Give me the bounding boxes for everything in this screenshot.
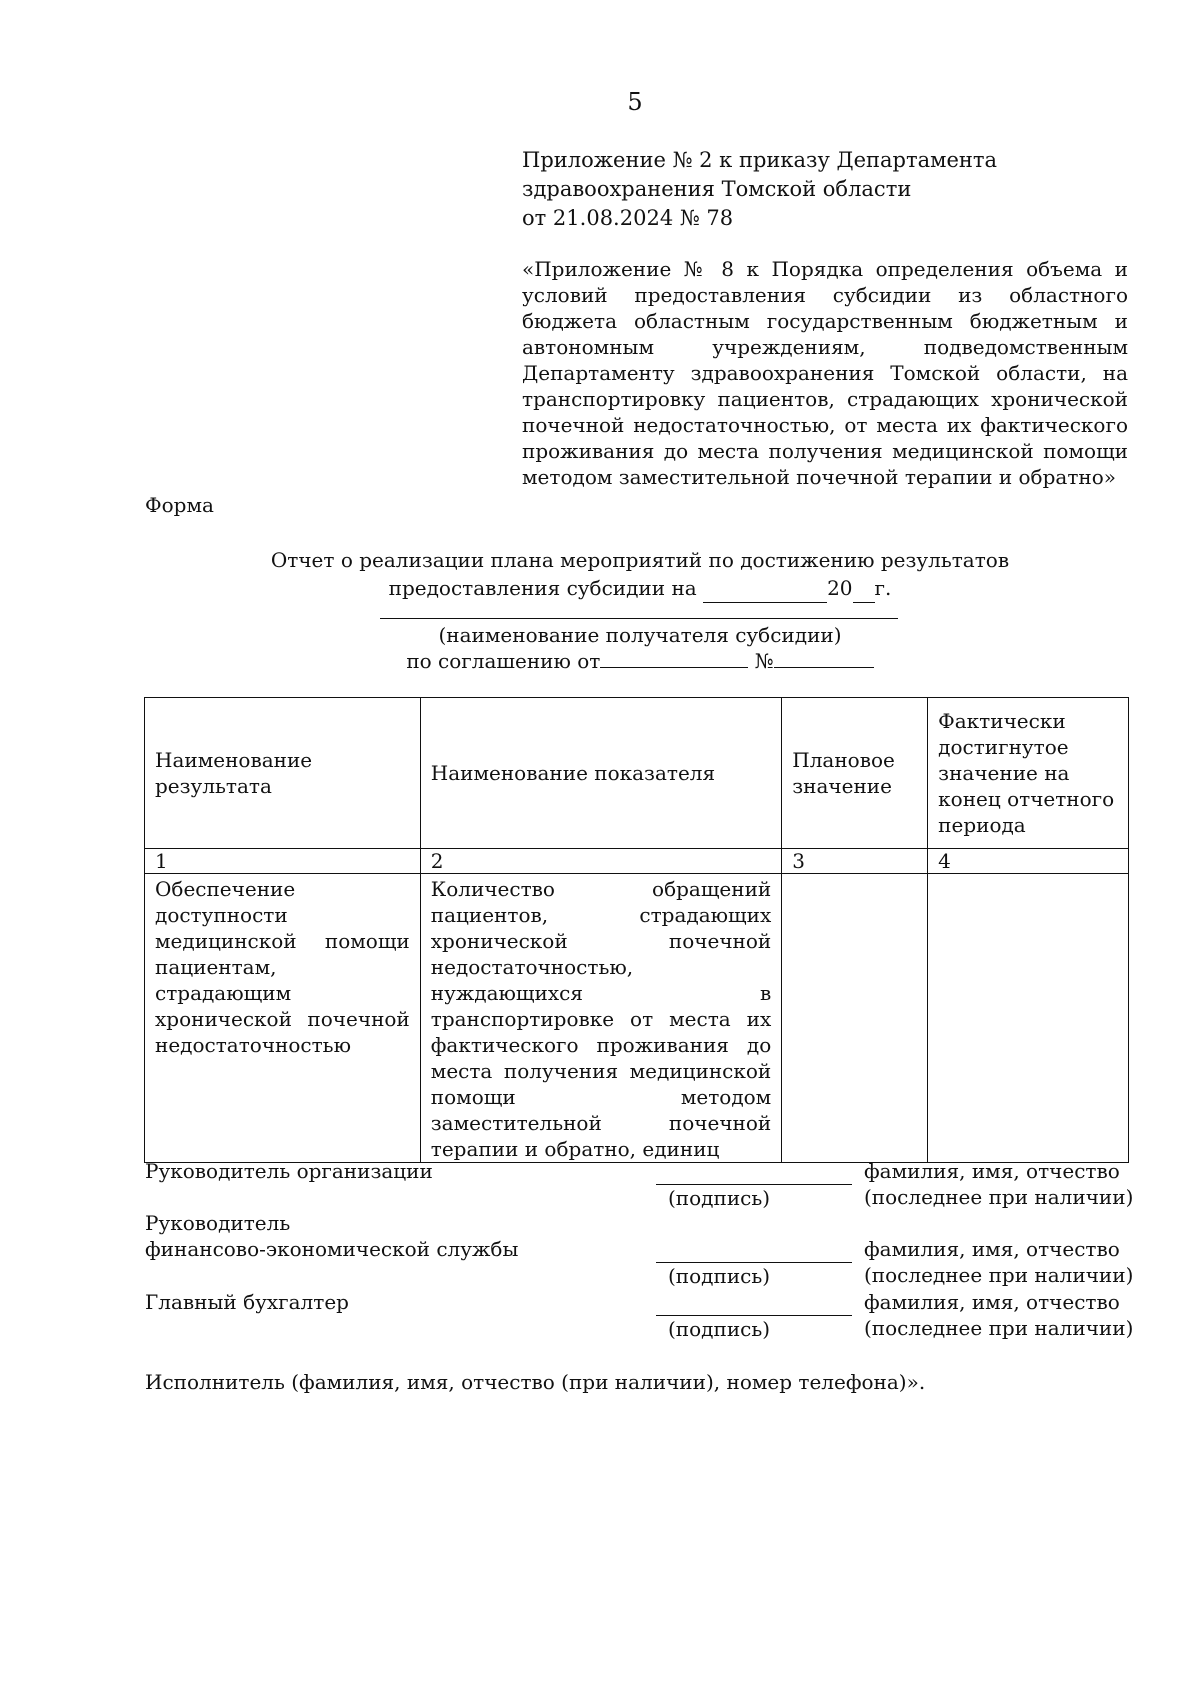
year-blank[interactable] bbox=[853, 574, 875, 603]
finance-label-line-1: Руководитель bbox=[145, 1211, 291, 1235]
report-title-prefix: предоставления субсидии на bbox=[388, 576, 697, 600]
agreement-date-blank[interactable] bbox=[600, 649, 748, 668]
column-number-3: 3 bbox=[782, 849, 928, 874]
finance-fio bbox=[864, 1236, 1133, 1288]
finance-label bbox=[145, 1210, 518, 1262]
report-title-line-2 bbox=[260, 574, 1020, 603]
head-fio-line-2: (последнее при наличии) bbox=[864, 1185, 1134, 1209]
head-signature-line[interactable] bbox=[656, 1184, 852, 1185]
executor-line: Исполнитель (фамилия, имя, отчество (при наличии), номер телефона)». bbox=[145, 1370, 926, 1394]
agreement-number-blank[interactable] bbox=[774, 649, 874, 668]
agreement-line bbox=[260, 648, 1020, 674]
finance-fio-line-2: (последнее при наличии) bbox=[864, 1263, 1134, 1287]
accountant-signature-caption: (подпись) bbox=[668, 1317, 771, 1341]
finance-label-line-2: финансово-экономической службы bbox=[145, 1237, 519, 1261]
recipient-caption: (наименование получателя субсидии) bbox=[438, 623, 842, 647]
accountant-fio-line-1: фамилия, имя, отчество bbox=[864, 1290, 1120, 1314]
table-header-row bbox=[145, 698, 1129, 849]
finance-signature-caption: (подпись) bbox=[668, 1264, 771, 1288]
form-label: Форма bbox=[145, 493, 214, 517]
period-blank[interactable] bbox=[703, 574, 827, 603]
finance-fio-line-1: фамилия, имя, отчество bbox=[864, 1237, 1120, 1261]
report-year-suffix: г. bbox=[874, 576, 892, 600]
report-title-line-1: Отчет о реализации плана мероприятий по достижению результатов bbox=[270, 548, 1010, 572]
report-year: 20 bbox=[827, 576, 853, 600]
accountant-fio bbox=[864, 1289, 1133, 1341]
head-label: Руководитель организации bbox=[145, 1159, 433, 1183]
cell-result: Обеспечение доступности медицинской помощи пациентам, страдающим хронической почечной недостаточностью bbox=[145, 874, 421, 1163]
column-number-4: 4 bbox=[928, 849, 1129, 874]
finance-signature-line[interactable] bbox=[656, 1262, 852, 1263]
appendix-line-2: здравоохранения Томской области bbox=[522, 177, 912, 201]
header-result-name: Наименование результата bbox=[145, 698, 421, 849]
results-table bbox=[144, 697, 1129, 1163]
appendix-header bbox=[522, 146, 1122, 233]
report-title bbox=[260, 546, 1020, 603]
cell-actual-value[interactable] bbox=[928, 874, 1129, 1163]
head-fio-line-1: фамилия, имя, отчество bbox=[864, 1159, 1120, 1183]
header-actual-value: Фактически достигнутое значение на конец отчетного периода bbox=[928, 698, 1129, 849]
head-fio bbox=[864, 1158, 1133, 1210]
accountant-fio-line-2: (последнее при наличии) bbox=[864, 1316, 1134, 1340]
cell-indicator: Количество обращений пациентов, страдающих хронической почечной недостаточностью, нуждающихся в транспортировке от места их фактического проживания до места получения медицинской помощи методом заместительной почечной терапии и обратно, единиц bbox=[420, 874, 781, 1163]
appendix-line-3: от 21.08.2024 № 78 bbox=[522, 206, 734, 230]
appendix-quote: «Приложение № 8 к Порядка определения объема и условий предоставления субсидии из областного бюджета областным государственным бюджетным и автономным учреждениям, подведомственным Департаменту здравоохранения Томской области, на транспортировку пациентов, страдающих хронической почечной недостаточностью, от места их фактического проживания до места получения медицинской помощи методом заместительной почечной терапии и обратно» bbox=[522, 257, 1128, 489]
header-planned-value: Плановое значение bbox=[782, 698, 928, 849]
appendix-line-1: Приложение № 2 к приказу Департамента bbox=[522, 148, 998, 172]
agreement-prefix: по соглашению от bbox=[406, 649, 601, 673]
column-number-1: 1 bbox=[145, 849, 421, 874]
table-row bbox=[145, 874, 1129, 1163]
page-number: 5 bbox=[627, 88, 643, 116]
table-column-numbers-row bbox=[145, 849, 1129, 874]
accountant-signature-line[interactable] bbox=[656, 1315, 852, 1316]
cell-planned-value[interactable] bbox=[782, 874, 928, 1163]
accountant-label: Главный бухгалтер bbox=[145, 1290, 349, 1314]
column-number-2: 2 bbox=[420, 849, 781, 874]
recipient-name-line[interactable] bbox=[380, 618, 898, 619]
head-signature-caption: (подпись) bbox=[668, 1186, 771, 1210]
agreement-number-sign: № bbox=[754, 649, 774, 673]
header-indicator-name: Наименование показателя bbox=[420, 698, 781, 849]
